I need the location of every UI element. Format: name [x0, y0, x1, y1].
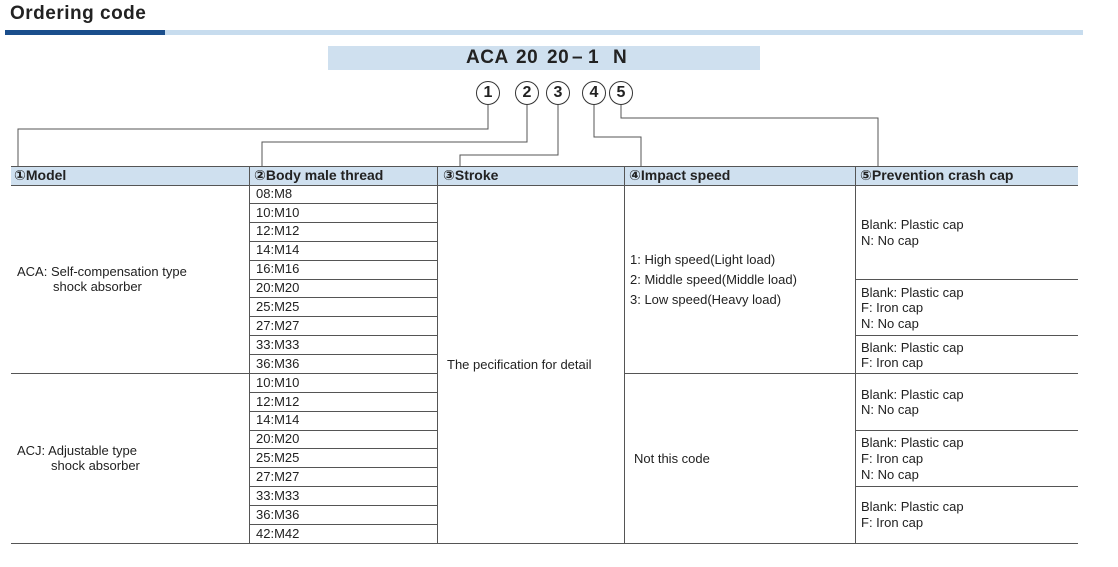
- header-speed: ④Impact speed: [629, 167, 731, 183]
- header-cap: ⑤Prevention crash cap: [860, 167, 1014, 183]
- divider-col-3: [624, 166, 625, 543]
- cap-option: Blank: Plastic cap: [861, 285, 964, 300]
- code-stroke: 20: [547, 47, 570, 68]
- code-speed: 1: [588, 47, 600, 68]
- cap-option: F: Iron cap: [861, 300, 924, 315]
- cap-option: N: No cap: [861, 402, 919, 417]
- model-acj-desc: shock absorber: [51, 458, 140, 473]
- cap-option: F: Iron cap: [861, 515, 924, 530]
- thread-aca-item: 20:M20: [256, 280, 300, 295]
- header-stroke: ③Stroke: [443, 167, 499, 183]
- thread-aca-item: 36:M36: [256, 356, 300, 371]
- code-model: ACA: [466, 47, 509, 68]
- thread-aca-item: 10:M10: [256, 205, 300, 220]
- cap-divider: [855, 279, 1078, 280]
- cap-option: F: Iron cap: [861, 451, 924, 466]
- code-cap: N: [613, 47, 628, 68]
- cap-divider: [855, 335, 1078, 336]
- group-divider-model: [11, 373, 249, 374]
- thread-acj-item: 12:M12: [256, 394, 300, 409]
- stroke-note: The pecification for detail: [447, 357, 592, 372]
- model-acj-name: ACJ: Adjustable type: [17, 443, 137, 458]
- cap-option: N: No cap: [861, 233, 919, 248]
- cap-option: F: Iron cap: [861, 355, 924, 370]
- speed-option-middle: 2: Middle speed(Middle load): [630, 272, 797, 287]
- section-title: Ordering code: [10, 3, 147, 24]
- leader-lines: [0, 0, 1118, 170]
- code-thread: 20: [516, 47, 539, 68]
- thread-aca-item: 12:M12: [256, 223, 300, 238]
- marker-3: 3: [546, 81, 570, 105]
- cap-option: Blank: Plastic cap: [861, 217, 964, 232]
- thread-aca-item: 08:M8: [256, 186, 293, 201]
- cap-option: N: No cap: [861, 316, 919, 331]
- thread-acj-item: 20:M20: [256, 431, 300, 446]
- cap-option: Blank: Plastic cap: [861, 499, 964, 514]
- cap-divider: [855, 430, 1078, 431]
- thread-acj-item: 42:M42: [256, 526, 300, 541]
- cap-option: Blank: Plastic cap: [861, 340, 964, 355]
- thread-acj-item: 25:M25: [256, 450, 300, 465]
- marker-1: 1: [476, 81, 500, 105]
- cap-option: Blank: Plastic cap: [861, 387, 964, 402]
- marker-4: 4: [582, 81, 606, 105]
- thread-aca-item: 14:M14: [256, 242, 300, 257]
- thread-aca-item: 16:M16: [256, 261, 300, 276]
- cap-divider: [855, 486, 1078, 487]
- cap-option: N: No cap: [861, 467, 919, 482]
- thread-acj-item: 10:M10: [256, 375, 300, 390]
- thread-acj-item: 33:M33: [256, 488, 300, 503]
- marker-5: 5: [609, 81, 633, 105]
- model-aca-desc: shock absorber: [53, 279, 142, 294]
- thread-acj-item: 27:M27: [256, 469, 300, 484]
- divider-col-2: [437, 166, 438, 543]
- speed-option-low: 3: Low speed(Heavy load): [630, 292, 782, 307]
- thread-aca-item: 25:M25: [256, 299, 300, 314]
- thread-acj-item: 36:M36: [256, 507, 300, 522]
- thread-aca-item: 27:M27: [256, 318, 300, 333]
- code-dash: –: [572, 47, 584, 68]
- header-thread: ②Body male thread: [254, 167, 384, 183]
- table-bottom-border: [11, 543, 1078, 544]
- speed-acj-note: Not this code: [634, 451, 710, 466]
- group-divider-right: [624, 373, 1078, 374]
- speed-option-high: 1: High speed(Light load): [630, 252, 776, 267]
- cap-option: Blank: Plastic cap: [861, 435, 964, 450]
- model-aca-name: ACA: Self-compensation type: [17, 264, 187, 279]
- marker-2: 2: [515, 81, 539, 105]
- thread-aca-item: 33:M33: [256, 337, 300, 352]
- header-model: ①Model: [14, 167, 67, 183]
- thread-acj-item: 14:M14: [256, 412, 300, 427]
